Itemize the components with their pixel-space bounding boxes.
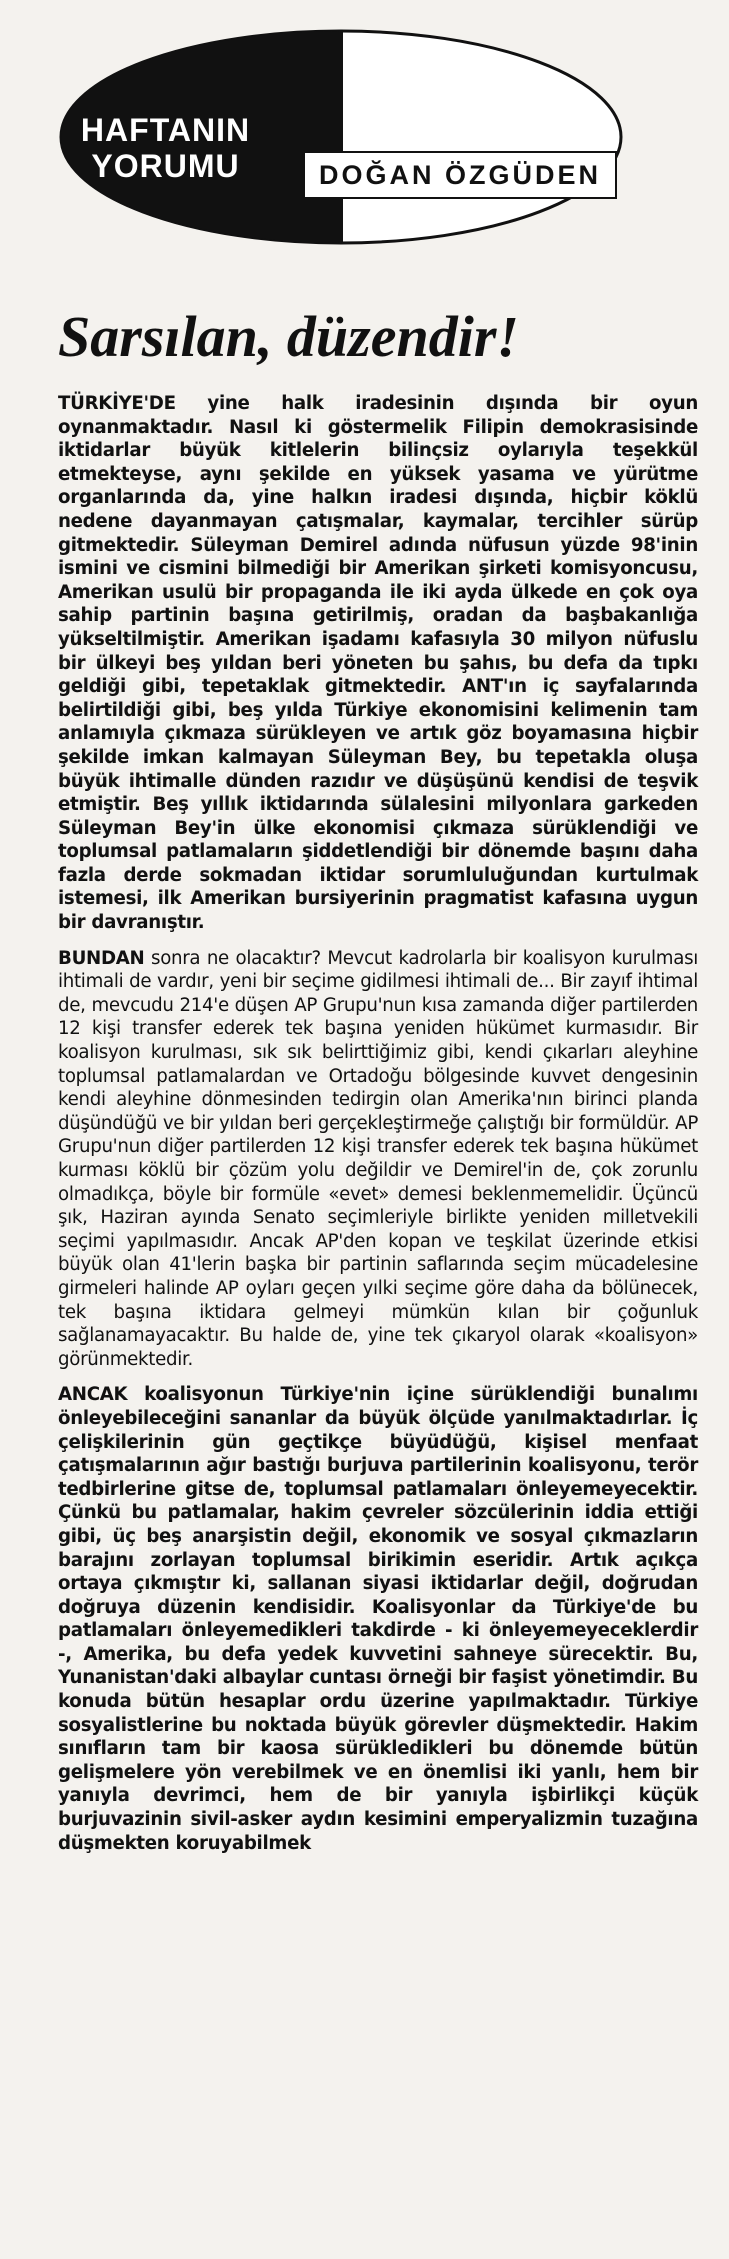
paragraph-2 (58, 947, 698, 1372)
paragraph-3 (58, 1383, 698, 1855)
column-kicker: HAFTANIN YORUMU (80, 112, 251, 184)
paragraph-lead: BUNDAN (58, 947, 145, 969)
paragraph-lead: TÜRKİYE'DE (58, 393, 176, 414)
column-header (58, 28, 624, 246)
paragraph-text: yine halk iradesinin dışında bir oyun oynanmaktadır. Nasıl ki göstermelik Filipin demokrasisinde iktidarlar büyük kitlelerin bilinçsiz oylarıyla teşekkül etmekteyse, aynı şekilde en yüksek yasama ve yürütme organlarında da, yine halkın iradesi dışında, hiçbir köklü nedene dayanmayan çatışmalar, kaymalar, tercihler sürüp gitmektedir. Süleyman Demirel adında nüfusun yüzde 98'inin ismini ve cismini bilmediği bir Amerikan şirketi komisyoncusu, Amerikan usulü bir propaganda ile iki ayda ülkede en çok oya sahip partinin başına getirilmiş, oradan da başbakanlığa yükseltilmiştir. Amerikan işadamı kafasıyla 30 milyon nüfuslu bir ülkeyi beş yıldan beri yöneten bu şahıs, bu defa da tıpkı geldiği gibi, tepetaklak gitmektedir. ANT'ın iç sayfalarında belirtildiği gibi, beş yılda Türkiye ekonomisini kelimenin tam anlamıyla çıkmaza sürükleyen ve artık göz boyamasına hiçbir şekilde imkan kalmayan Süleyman Bey, bu tepetakla oluşa büyük ihtimalle dünden razıdır ve düşüşünü kendisi de teşvik etmiştir. Beş yıllık iktidarında sülalesini milyonlara garkeden Süleyman Bey'in ülke ekonomisi çıkmaza sürüklendiği ve toplumsal patlamaların şiddetlendiği bir dönemde başını daha fazla derde sokmadan iktidar sorumluluğundan kurtulmak istemesi, ilk Amerikan bursiyerinin pragmatist kafasına uygun bir davranıştır. (58, 393, 698, 934)
paragraph-1 (58, 392, 698, 935)
author-name: DOĞAN ÖZGÜDEN (303, 151, 617, 199)
article-body (58, 392, 698, 1867)
paragraph-text: sonra ne olacaktır? Mevcut kadrolarla bir koalisyon kurulması ihtimali de vardır, yeni bir seçime gidilmesi ihtimali de... Bir zayıf ihtimal de, mevcudu 214'e düşen AP Grupu'nun kısa zamanda diğer partilerden 12 kişi transfer ederek tek başına yeniden hükümet kurmasıdır. Bir koalisyon kurulması, sık sık belirttiğimiz gibi, kendi çıkarları aleyhine toplumsal patlamalardan ve Ortadoğu bölgesinde kuvvet dengesinin kendi aleyhine dönmesinden tedirgin olan Amerika'nın birinci planda düşündüğü ve bir yıldan beri gerçekleştirmeğe çalıştığı bir formüldür. AP Grupu'nun diğer partilerden 12 kişi transfer ederek tek başına hükümet kurması köklü bir çözüm yolu değildir ve Demirel'in de, çok zorunlu olmadıkça, böyle bir formüle «evet» demesi beklenmemelidir. Üçüncü şık, Haziran ayında Senato seçimleriyle birlikte yeniden milletvekili seçimi yapılmasıdır. Ancak AP'den kopan ve teşkilat üzerinde etkisi büyük olan 41'lerin başka bir partinin saflarında seçim mücadelesine girmeleri halinde AP oyları geçen yılki seçime göre daha da bölünecek, tek başına iktidara gelmeyi mümkün kılan bir çoğunluk sağlanamayacaktır. Bu halde de, yine tek çıkaryol olarak «koalisyon» görünmektedir. (58, 947, 698, 1370)
paragraph-text: koalisyonun Türkiye'nin içine sürüklendiği bunalımı önleyebileceğini sananlar da büyük ölçüde yanılmaktadırlar. İç çelişkilerinin gün geçtikçe büyüdüğü, kişisel menfaat çatışmalarının ağır bastığı burjuva partilerinin koalisyonu, terör tedbirlerine gitse de, toplumsal patlamaları önleyemeyecektir. Çünkü bu patlamalar, hakim çevreler sözcülerinin iddia ettiği gibi, üç beş anarşistin değil, ekonomik ve sosyal çıkmazların barajını zorlayan toplumsal birikimin eseridir. Artık açıkça ortaya çıkmıştır ki, sallanan siyasi iktidarlar değil, doğrudan doğruya düzenin kendisidir. Koalisyonlar da Türkiye'de bu patlamaları önleyemedikleri takdirde - ki önleyemeyeceklerdir -, Amerika, bu defa yedek kuvvetini sahneye sürecektir. Bu, Yunanistan'daki albaylar cuntası örneği bir faşist yönetimdir. Bu konuda bütün hesaplar ordu üzerine yapılmaktadır. Türkiye sosyalistlerine bu noktada büyük görevler düşmektedir. Hakim sınıfların tam bir kaosa sürükledikleri bu dönemde bütün gelişmelere yön verebilmek ve en önemlisi iki yanlı, hem bir yanıyla devrimci, hem de bir yanıyla işbirlikçi küçük burjuvazinin sivil-asker aydın kesimini emperyalizmin tuzağına düşmekten koruyabilmek (58, 1384, 698, 1854)
headline: Sarsılan, düzendir! (58, 304, 519, 369)
paragraph-lead: ANCAK (58, 1384, 128, 1406)
